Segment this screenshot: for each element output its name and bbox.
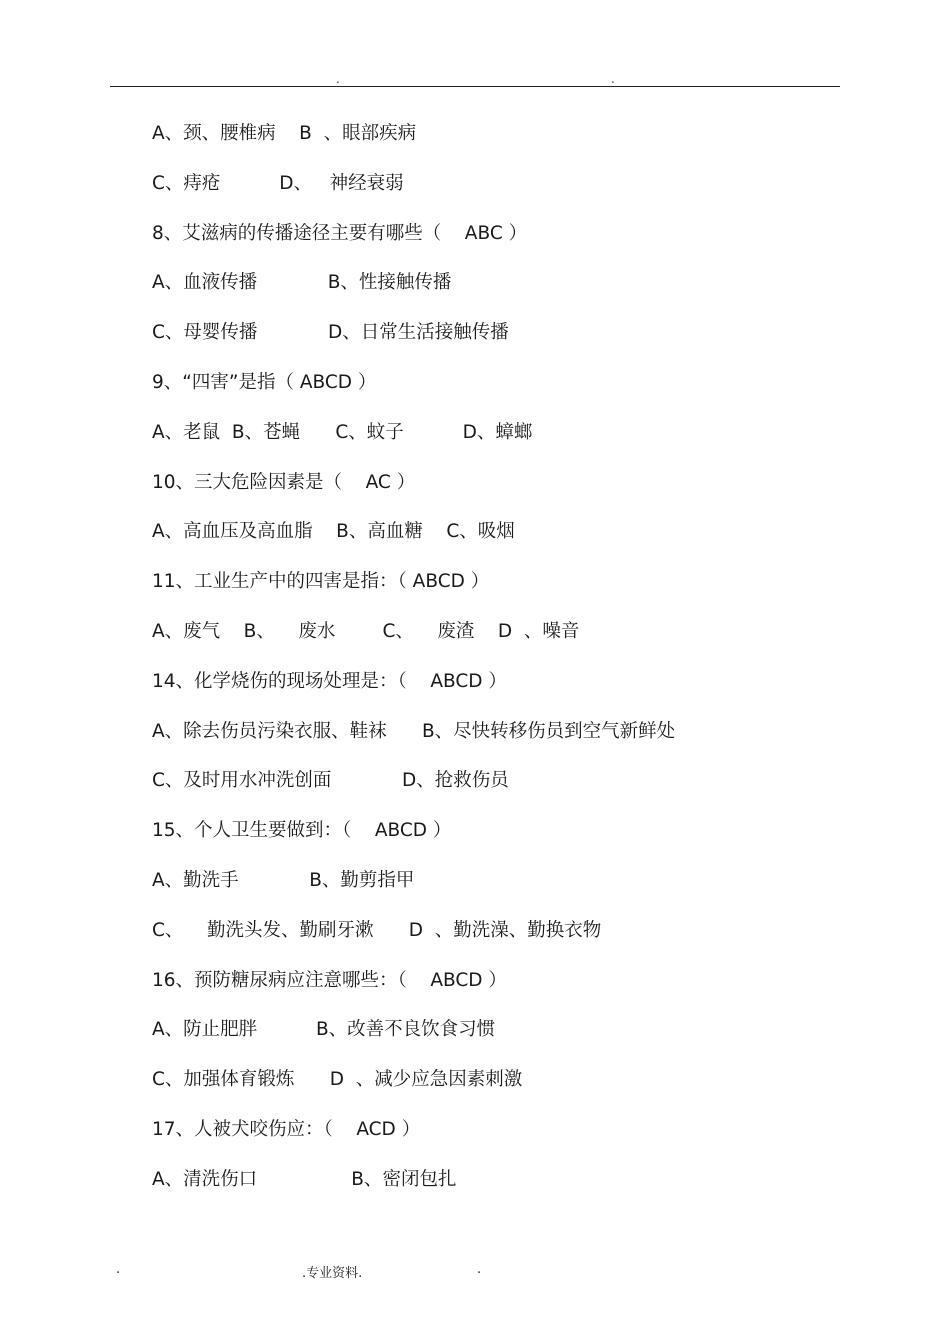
footer-dot-right: .	[477, 1262, 482, 1277]
question-line: 15、个人卫生要做到：（ ABCD ）	[152, 820, 452, 842]
question-line: 16、预防糖尿病应注意哪些：（ ABCD ）	[152, 969, 507, 991]
text-line: C、痔疮 D、 神经衰弱	[152, 172, 404, 194]
text-line: C、加强体育锻炼 D 、减少应急因素刺激	[152, 1069, 523, 1091]
text-line: A、老鼠 B、苍蝇 C、蚊子 D、蟑螂	[152, 421, 533, 443]
question-line: 8、艾滋病的传播途径主要有哪些（ ABC ）	[152, 222, 528, 244]
text-line: A、废气 B、 废水 C、 废渣 D 、噪音	[152, 620, 580, 642]
question-line: 14、化学烧伤的现场处理是：（ ABCD ）	[152, 670, 507, 692]
text-line: A、勤洗手 B、勤剪指甲	[152, 869, 415, 891]
question-line: 11、工业生产中的四害是指：（ ABCD ）	[152, 571, 490, 593]
text-line: C、母婴传播 D、日常生活接触传播	[152, 322, 509, 344]
question-line: 10、三大危险因素是（ AC ）	[152, 471, 416, 493]
text-line: A、防止肥胖 B、改善不良饮食习惯	[152, 1019, 496, 1041]
document-body	[152, 114, 852, 1210]
text-line: A、高血压及高血脂 B、高血糖 C、吸烟	[152, 521, 515, 543]
text-line: A、除去伤员污染衣服、鞋袜 B、尽快转移伤员到空气新鲜处	[152, 720, 676, 742]
header-dot-right: .	[611, 72, 615, 86]
text-line: C、及时用水冲洗创面 D、抢救伤员	[152, 770, 509, 792]
header-dot-left: .	[336, 72, 340, 86]
footer-label: .专业资料.	[302, 1266, 363, 1281]
header-rule	[110, 86, 840, 87]
footer-dot-left: .	[116, 1262, 121, 1277]
text-line: C、 勤洗头发、勤刷牙漱 D 、勤洗澡、勤换衣物	[152, 919, 602, 941]
text-line: A、颈、腰椎病 B 、眼部疾病	[152, 123, 417, 144]
text-line: A、血液传播 B、性接触传播	[152, 272, 452, 294]
question-line: 9、“四害”是指（ ABCD ）	[152, 371, 377, 393]
question-line: 17、人被犬咬伤应：（ ACD ）	[152, 1118, 421, 1140]
text-line: A、清洗伤口 B、密闭包扎	[152, 1168, 457, 1190]
